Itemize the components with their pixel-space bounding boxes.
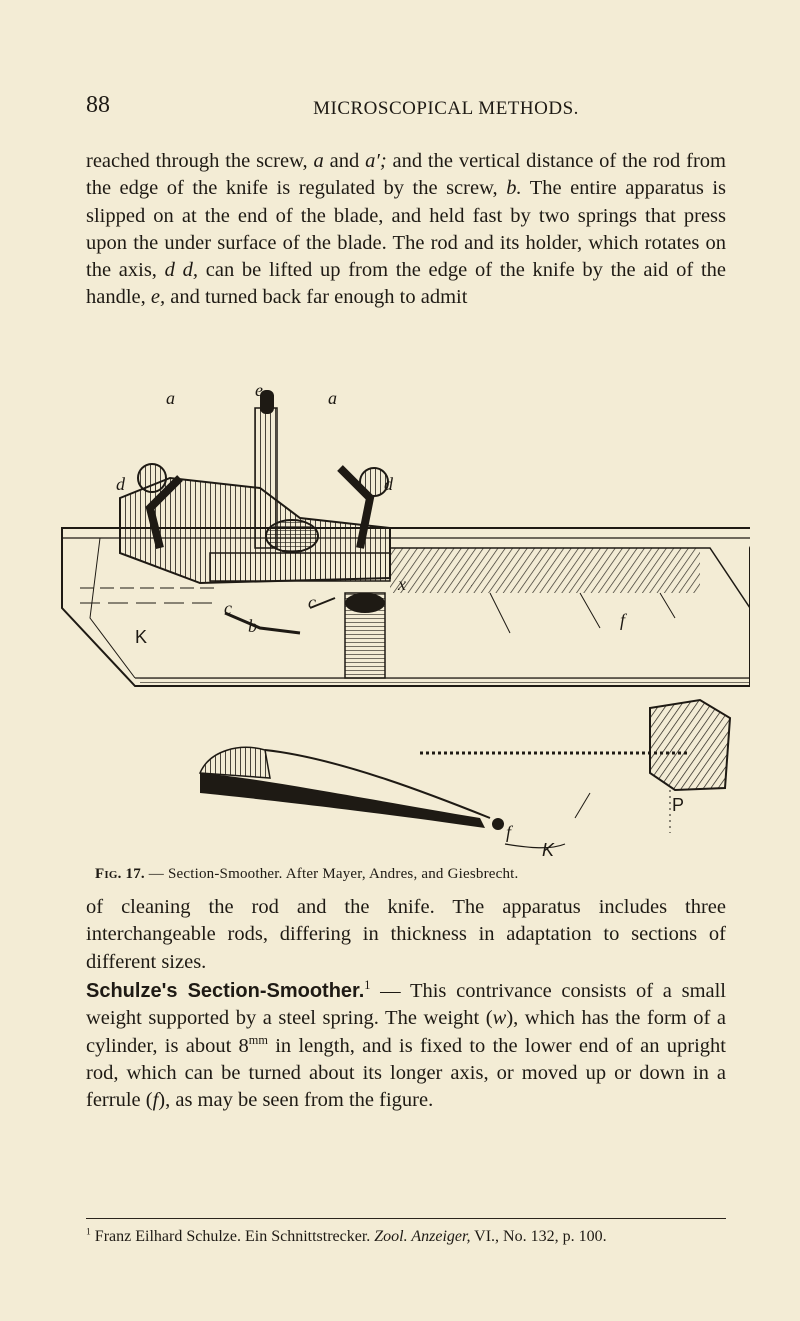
section-smoother-illustration [60,378,750,858]
label-a-left: a [166,388,175,408]
label-k-lower: K [542,840,555,858]
journal-title: Zool. Anzeiger, [374,1228,471,1245]
footnote-ref: 1 [364,978,371,993]
running-head: MICROSCOPICAL METHODS. [313,98,579,119]
label-e: e [255,380,263,400]
ref-w: w [492,1007,507,1030]
paragraph-2: of cleaning the rod and the knife. The apparatus includes three interchangeable rods, differing in thickness in adaptation to sections of different sizes. [86,896,726,973]
footnote-rule [86,1218,726,1219]
label-f-lower: f [506,822,512,842]
figure-section-smoother [60,378,750,858]
label-d-left: d [116,474,125,494]
figure-number: Fig. 17. [95,866,145,882]
label-k: K [135,627,148,647]
label-f-blade: f [620,610,626,630]
page-number: 88 [86,92,110,118]
caption-text: — Section-Smoother. After Mayer, Andres, and Giesbrecht. [144,866,519,882]
ref-b: b. [506,177,522,200]
ref-e: e, [150,286,166,309]
lower-rod-detail [200,700,730,848]
paragraph-3: Schulze's Section-Smoother.$^1$ — This contrivance consists of a small weight supported by a steel spring. The weight (w), which has the form of a cylinder, is about $8^{mm}$ in length, and is fixed to the lower end of an upright rod, which can be turned about its longer axis, or moved up or down in a ferrule (f), as may be seen from the figure. [86,978,727,1112]
label-p: P [672,795,685,815]
section-heading: Schulze's Section-Smoother. [86,980,365,1002]
label-x: x [398,574,406,594]
label-c-right: c [308,592,316,612]
figure-caption [95,866,735,883]
label-d-right: d [384,474,393,494]
ref-a-prime: a′; [365,150,387,172]
unit-mm: mm [248,1032,268,1047]
paragraph-1: reached through the screw, a and a′; and the vertical distance of the rod from the edge of the knife is regulated by the screw, b. The entire apparatus is slipped on at the end of the blade, and held fast by two springs that press upon the under surface of the blade. The rod and its holder, which rotates on the axis, d d, can be lifted up from the edge of the knife by the aid of the handle, e, and turned back far enough to admit [86,150,727,309]
label-c-left: c [224,598,232,618]
label-b: b [248,616,257,636]
label-a-right: a [328,388,337,408]
footnote-mark: 1 [86,1226,91,1238]
ref-dd: d d, [164,259,199,282]
ref-a: a [313,150,324,172]
page-header [86,92,736,132]
ref-f: f [152,1089,159,1112]
footnote: $^1$ Franz Eilhard Schulze. Ein Schnittstrecker. Zool. Anzeiger, VI., No. 132, p. 100. [86,1226,607,1245]
